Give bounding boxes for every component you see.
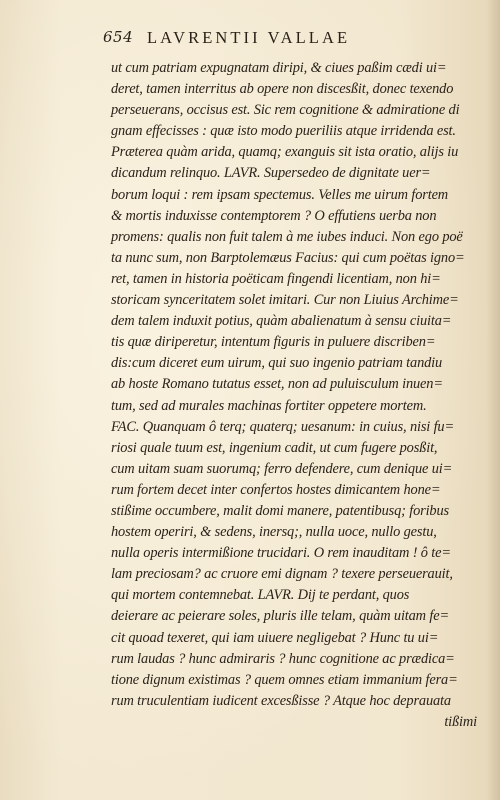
text-line: rum truculentiam iudicent excesßisse ? Atque hoc deprauata xyxy=(111,692,451,709)
text-line: & mortis induxisse contemptorem ? O effutiens uerba non xyxy=(111,207,437,224)
running-title: LAVRENTII VALLAE xyxy=(147,28,351,47)
text-line: storicam synceritatem solet imitari. Cur non Liuius Archime= xyxy=(111,292,459,309)
text-line: hostem operiri, & sedens, inersq;, nulla uoce, nullo gestu, xyxy=(111,524,437,541)
text-line: tum, sed ad murales machinas fortiter oppetere mortem. xyxy=(111,397,427,414)
text-line: ta nunc sum, non Barptolemæus Facius: qui cum poëtas igno= xyxy=(111,249,465,266)
text-line: Præterea quàm arida, quamq; exanguis sit ista oratio, alijs iu xyxy=(111,144,459,161)
text-line: stißime occumbere, malit domi manere, patentibusq; foribus xyxy=(111,502,449,519)
text-line: FAC. Quanquam ô terq; quaterq; uesanum: in cuius, nisi fu= xyxy=(111,418,455,435)
text-line: dis:cum diceret eum uirum, qui suo ingenio patriam tandiu xyxy=(111,355,443,372)
text-line: deierare ac peierare soles, pluris ille telam, quàm uitam fe= xyxy=(111,608,450,625)
text-line: perseuerans, occisus est. Sic rem cognitione & admiratione di xyxy=(111,102,460,119)
text-line: promens: qualis non fuit talem à me iubes induci. Non ego poë xyxy=(111,228,463,245)
text-line: dicandum relinquo. LAVR. Supersedeo de dignitate uer= xyxy=(111,165,431,182)
text-line: rum laudas ? hunc admiraris ? hunc cognitione ac prædica= xyxy=(111,650,455,667)
body-text xyxy=(111,58,477,733)
text-line: dem talem induxit potius, quàm abalienatum à sensu ciuita= xyxy=(111,313,452,330)
text-line: cum uitam suam suorumq; ferro defendere, cum denique ui= xyxy=(111,460,453,477)
catchword: tißimi xyxy=(444,713,477,730)
text-line: gnam effecisses : quæ isto modo pueriliis atque irridenda est. xyxy=(111,123,456,140)
text-line: tis quæ diriperetur, intentum figuris in puluere discriben= xyxy=(111,334,436,351)
text-line: ut cum patriam expugnatam diripi, & ciues paßim cædi ui= xyxy=(111,60,447,76)
text-line: ab hoste Romano tutatus esset, non ad puluisculum inuen= xyxy=(111,376,443,393)
text-line: lam preciosam? ac cruore emi dignam ? texere perseuerauit, xyxy=(111,566,453,583)
text-line: tione dignum existimas ? quem omnes etiam immanium fera= xyxy=(111,671,458,688)
text-line: qui mortem contemnebat. LAVR. Dij te perdant, quos xyxy=(111,587,410,604)
text-line: ret, tamen in historia poëticam fingendi licentiam, non hi= xyxy=(111,270,441,287)
text-line: riosi quale tuum est, ingenium cadit, ut cum fugere posßit, xyxy=(111,439,438,456)
text-line: borum loqui : rem ipsam spectemus. Velles me uirum fortem xyxy=(111,186,449,203)
text-line: cit quoad texeret, qui iam uiuere negligebat ? Hunc tu ui= xyxy=(111,629,439,646)
running-head xyxy=(103,28,475,50)
page-edge-shadow xyxy=(486,0,500,800)
text-line: nulla operis intermißione trucidari. O rem inauditam ! ô te= xyxy=(111,545,451,562)
page-number: 654 xyxy=(103,28,134,46)
text-line: deret, tamen interritus ab opere non discesßit, donec texendo xyxy=(111,81,454,98)
text-line: rum fortem decet inter confertos hostes dimicantem hone= xyxy=(111,481,441,498)
